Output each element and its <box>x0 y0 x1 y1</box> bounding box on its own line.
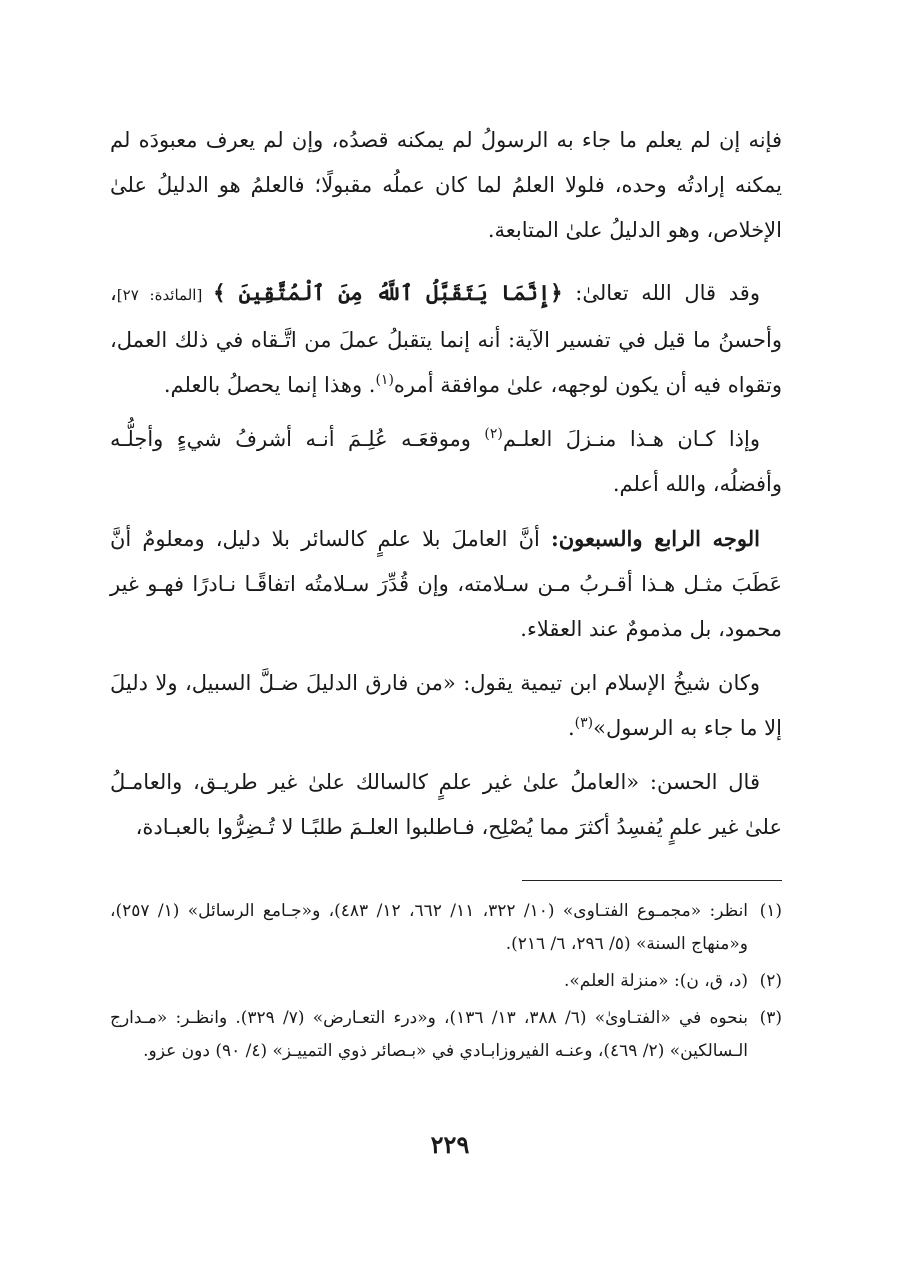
paragraph-2-end: . وهذا إنما يحصلُ بالعلم. <box>163 373 376 397</box>
paragraph-1 <box>110 118 782 253</box>
footnote-text: بنحوه في «الفتـاوىٰ» (٦/ ٣٨٨، ١٣/ ١٣٦)، و«درء التعـارض» (٧/ ٣٢٩). وانظـر: «مـدارج الـسالكين» (٢/ ٤٦٩)، وعنـه الفيروزابـادي في «بـصائر ذوي التمييـز» (٤/ ٩٠) دون عزو. <box>110 1008 748 1061</box>
paragraph-3-start: وإذا كـان هـذا منـزلَ العلـم <box>502 427 760 451</box>
paragraph-3-end: وموقعَـه عُلِـمَ أنـه أشرفُ شيءٍ وأجلُّـه وأفضلُه، والله أعلم. <box>110 427 782 496</box>
paragraph-2-rest: ، وأحسنُ ما قيل في تفسير الآية: أنه إنما يتقبلُ عملَ من اتَّـقاه في ذلك العمل، وتقواه فيه أن يكون لوجهه، علىٰ موافقة أمره <box>110 281 782 397</box>
paragraph-2 <box>110 270 782 408</box>
footnotes <box>110 895 782 1072</box>
footnote-text: انظر: «مجمـوع الفتـاوى» (١٠/ ٣٢٢، ١١/ ٦٦٢، ١٢/ ٤٨٣)، و«جـامع الرسائل» (١/ ٢٥٧)، و«منهاج السنة» (٥/ ٢٩٦، ٦/ ٢١٦). <box>110 901 749 954</box>
paragraph-1-text: فإنه إن لم يعلم ما جاء به الرسولُ لم يمكنه قصدُه، وإن لم يعرف معبودَه لم يمكنه إرادتُه وحده، فلولا العلمُ لما كان عملُه مقبولًا؛ فالعلمُ هو الدليلُ علىٰ الإخلاص، وهو الدليلُ علىٰ المتابعة. <box>110 128 782 242</box>
footnote-1 <box>110 895 782 961</box>
footnote-number: (٣) <box>759 1008 782 1028</box>
footnote-marker-1[interactable]: (١) <box>375 372 394 388</box>
footnote-text: (د، ق، ن): «منزلة العلم». <box>564 971 748 991</box>
footnote-3 <box>110 1002 782 1068</box>
paragraph-3 <box>110 417 782 507</box>
section-heading: الوجه الرابع والسبعون: <box>550 526 760 551</box>
footnote-number: (١) <box>759 901 782 921</box>
footnote-2 <box>110 965 782 998</box>
footnote-marker-3[interactable]: (٣) <box>574 715 594 731</box>
paragraph-5 <box>110 661 782 751</box>
main-text <box>110 118 782 859</box>
paragraph-5-end: . <box>567 716 575 740</box>
paragraph-6-text: قال الحسن: «العاملُ علىٰ غير علمٍ كالسالك علىٰ غير طريـق، والعامـلُ علىٰ غير علمٍ يُفسِدُ أكثرَ مما يُصْلِح، فـاطلبوا العلـمَ طلبًـا لا تُـضِرُّوا بالعبـادة، <box>110 770 782 839</box>
quran-verse: ﴿إِنَّمَا يَتَقَبَّلُ ٱللَّهُ مِنَ ٱلْمُتَّقِينَ ﴾ <box>213 280 563 305</box>
paragraph-4-rest: أنَّ العاملَ بلا علمٍ كالسائر بلا دليل، ومعلومٌ أنَّ عَطَبَ مثـل هـذا أقـربُ مـن سـلامته، وإن قُدِّرَ سـلامتُه اتفاقًـا نـادرًا فهـو غير محمود، بل مذمومٌ عند العقلاء. <box>110 527 782 641</box>
paragraph-5-start: وكان شيخُ الإسلام ابن تيمية يقول: «من فارق الدليلَ ضـلَّ السبيل، ولا دليلَ إلا ما جاء به الرسول» <box>110 671 782 740</box>
paragraph-4 <box>110 516 782 652</box>
verse-reference: [المائدة: ٢٧] <box>116 286 214 304</box>
page-number: ٢٢٩ <box>430 1130 470 1159</box>
paragraph-2-start: وقد قال الله تعالىٰ: <box>562 281 760 305</box>
footnote-number: (٢) <box>759 971 782 991</box>
footnote-divider <box>522 880 782 881</box>
footnote-marker-2[interactable]: (٢) <box>484 426 503 442</box>
paragraph-6 <box>110 760 782 850</box>
